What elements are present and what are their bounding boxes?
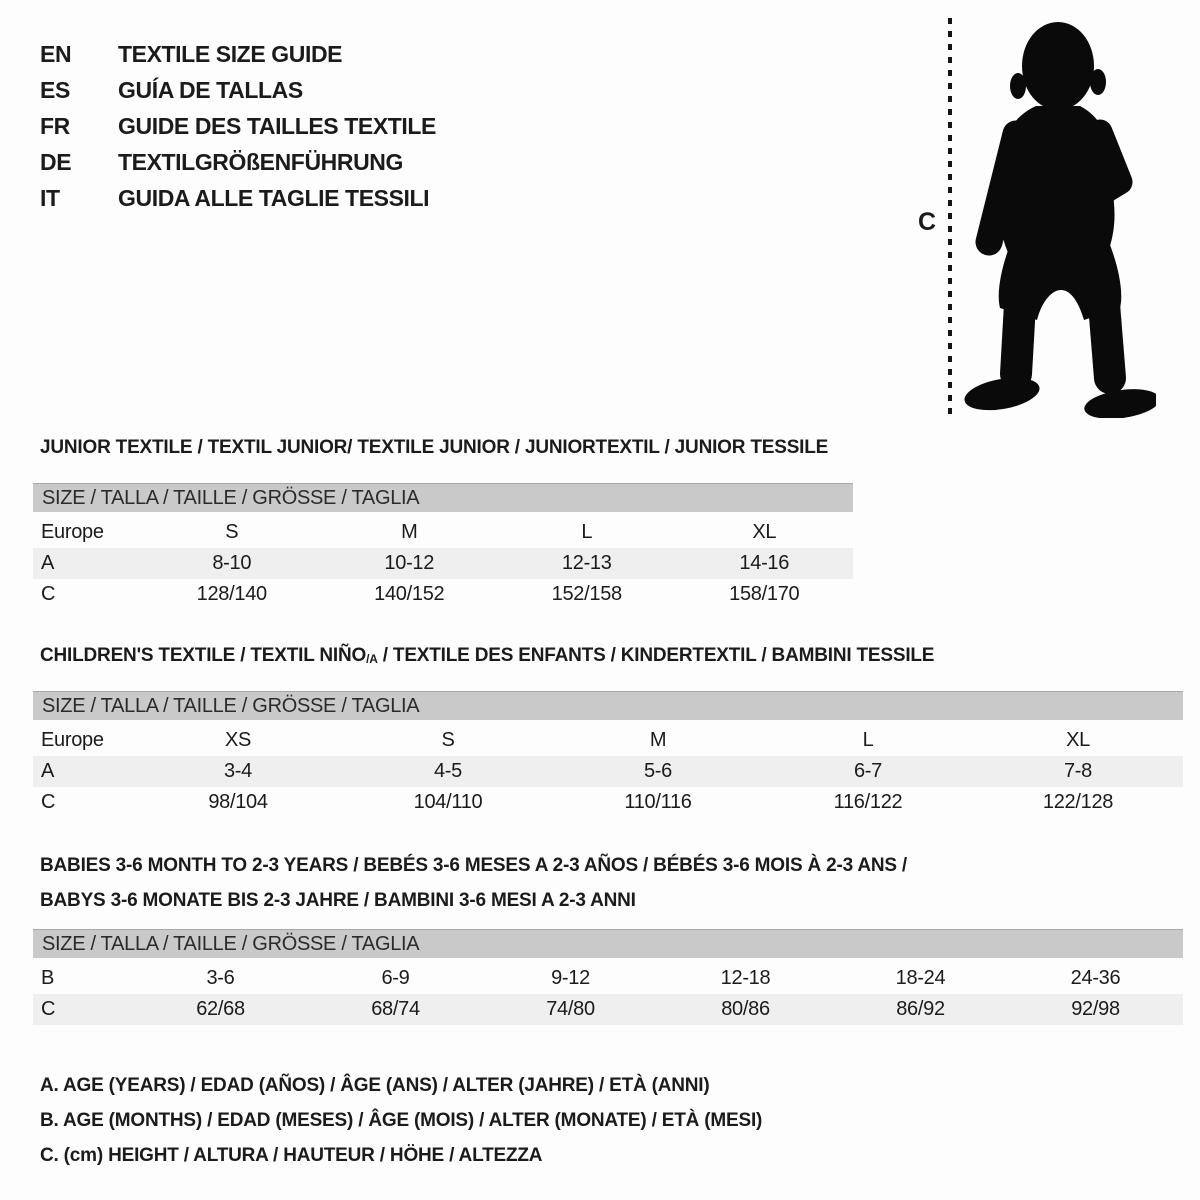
size-cell: L [862,729,874,751]
size-header-bar: SIZE / TALLA / TAILLE / GRÖSSE / TAGLIA [33,929,1183,958]
children-title-sub: /A [366,652,378,666]
legend-line-a: A. AGE (YEARS) / EDAD (AÑOS) / ÂGE (ANS) / ALTER (JAHRE) / ETÀ (ANNI) [40,1075,710,1096]
size-cell: M [649,729,667,751]
size-header-bar: SIZE / TALLA / TAILLE / GRÖSSE / TAGLIA [33,691,1183,720]
junior-table [33,517,853,610]
language-title-list [40,36,436,216]
guide-title-es: GUÍA DE TALLAS [118,76,303,103]
size-cell: L [581,521,593,543]
size-cell: 7-8 [1063,760,1092,782]
row-label: A [41,760,55,782]
size-cell: 12-18 [720,967,771,989]
row-label: C [41,583,56,605]
legend-line-b: B. AGE (MONTHS) / EDAD (MESES) / ÂGE (MOIS) / ALTER (MONATE) / ETÀ (MESI) [40,1110,763,1131]
size-cell: XS [224,729,252,751]
children-title-suffix: / TEXTILE DES ENFANTS / KINDERTEXTIL / BAMBINI TESSILE [377,645,935,666]
size-cell: 80/86 [721,998,770,1020]
row-label: Europe [41,521,104,543]
language-code: EN [40,40,72,67]
guide-title-it: GUIDA ALLE TAGLIE TESSILI [118,184,430,211]
size-cell: 12-13 [561,552,612,574]
size-cell: 62/68 [196,998,245,1020]
language-row-en [40,36,436,72]
size-cell: 6-9 [381,967,410,989]
size-cell: 3-4 [223,760,252,782]
legend-line-c: C. (cm) HEIGHT / ALTURA / HAUTEUR / HÖHE / ALTEZZA [40,1145,543,1166]
babies-table [33,963,1183,1025]
size-cell: 6-7 [853,760,882,782]
size-cell: 98/104 [208,791,268,813]
row-label: A [41,552,55,574]
height-figure [900,0,1170,430]
row-label: B [41,967,55,989]
babies-section-title [40,848,907,918]
babies-title-line1: BABIES 3-6 MONTH TO 2-3 YEARS / BEBÉS 3-6 MESES A 2-3 AÑOS / BÉBÉS 3-6 MOIS À 2-3 ANS / [40,855,908,876]
height-label: C [917,208,937,236]
size-cell: 10-12 [384,552,435,574]
size-cell: 18-24 [895,967,946,989]
language-code: DE [40,148,72,175]
size-cell: 3-6 [206,967,235,989]
size-cell: 158/170 [729,583,800,605]
size-cell: M [401,521,418,543]
size-cell: 104/110 [413,791,483,813]
table-row-age [33,548,853,579]
table-row-height [33,787,1183,818]
size-cell: 128/140 [196,583,267,605]
language-row-de [40,144,436,180]
language-row-it [40,180,436,216]
language-row-es [40,72,436,108]
junior-section-title: JUNIOR TEXTILE / TEXTIL JUNIOR/ TEXTILE JUNIOR / JUNIORTEXTIL / JUNIOR TESSILE [40,437,829,458]
table-row-age [33,756,1183,787]
babies-size-table [33,929,1183,1025]
size-cell: 116/122 [833,791,903,813]
children-table [33,725,1183,818]
size-cell: 110/116 [624,791,692,813]
table-row-height [33,994,1183,1025]
table-row-height [33,579,853,610]
height-dashed-line-icon [948,18,952,418]
guide-title-en: TEXTILE SIZE GUIDE [118,40,343,67]
row-label: C [41,998,56,1020]
size-cell: 5-6 [643,760,672,782]
babies-title-line2: BABYS 3-6 MONATE BIS 2-3 JAHRE / BAMBINI 3-6 MESI A 2-3 ANNI [40,890,636,911]
size-cell: 152/158 [551,583,622,605]
table-row-europe [33,725,1183,756]
size-header-bar: SIZE / TALLA / TAILLE / GRÖSSE / TAGLIA [33,483,853,512]
size-cell: S [225,521,239,543]
row-label: Europe [41,729,104,751]
size-cell: 4-5 [433,760,462,782]
row-label: C [41,791,56,813]
language-code: IT [40,184,60,211]
size-cell: 86/92 [896,998,945,1020]
size-cell: 68/74 [371,998,420,1020]
size-cell: 24-36 [1070,967,1121,989]
size-cell: S [441,729,455,751]
toddler-silhouette-icon [958,14,1156,418]
size-cell: 14-16 [739,552,790,574]
table-row-age-months [33,963,1183,994]
size-cell: 92/98 [1071,998,1120,1020]
children-title-prefix: CHILDREN'S TEXTILE / TEXTIL NIÑO [40,645,367,666]
size-cell: 140/152 [374,583,445,605]
guide-title-fr: GUIDE DES TAILLES TEXTILE [118,112,436,139]
guide-title-de: TEXTILGRÖßENFÜHRUNG [118,148,403,175]
size-cell: XL [752,521,777,543]
measurement-legend [40,1068,762,1173]
size-cell: 8-10 [212,552,252,574]
junior-size-table [33,483,853,610]
size-cell: 74/80 [546,998,595,1020]
language-code: FR [40,112,70,139]
table-row-europe [33,517,853,548]
children-section-title [40,645,934,667]
language-row-fr [40,108,436,144]
size-cell: 122/128 [1042,791,1114,813]
language-code: ES [40,76,70,103]
size-cell: 9-12 [551,967,590,989]
children-size-table [33,691,1183,818]
size-cell: XL [1066,729,1090,751]
